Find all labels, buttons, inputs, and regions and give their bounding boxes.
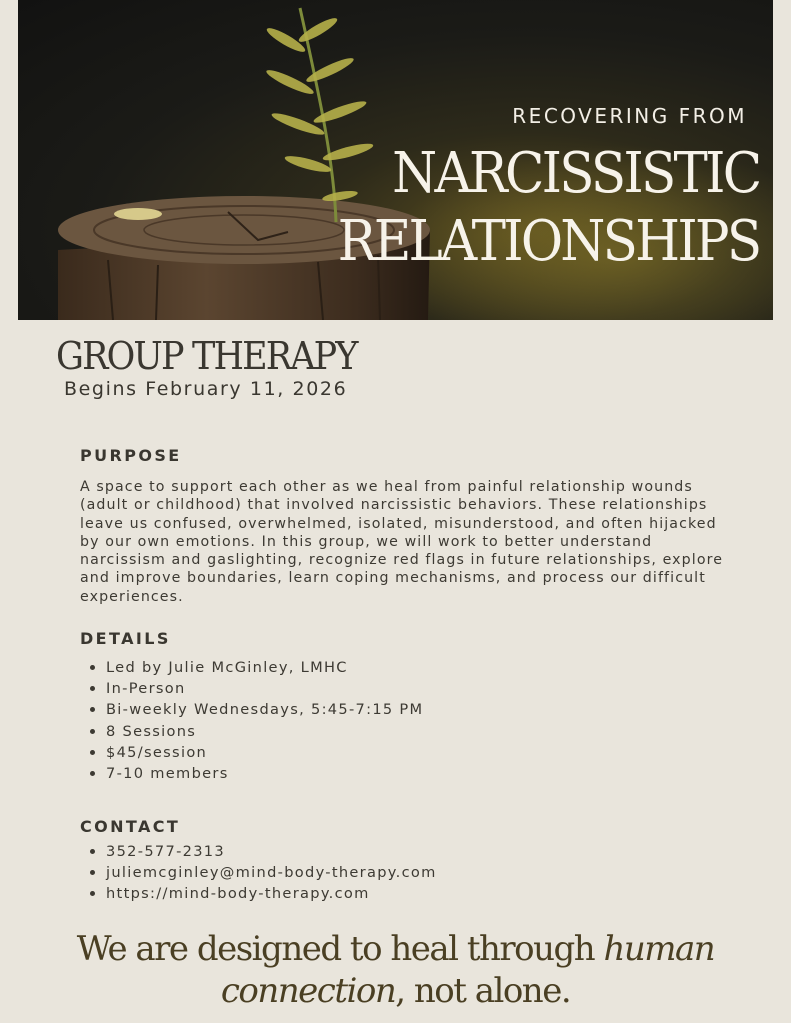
purpose-text: A space to support each other as we heal from painful relationship wounds (adult or childhood) that involved narcissistic behaviors. These relationships leave us confused, overwhelmed, isolated, misunderstood, and often hijacked by our own emotions. In this group, we will work to better understand narcissism and gaslighting, recognize red flags in future relationships, explore and improve boundaries, learn coping mechanisms, and process our difficult experiences. (80, 479, 724, 605)
quote-line1 (0, 928, 791, 970)
details-heading: DETAILS (80, 629, 171, 648)
hero-title-line1: NARCISSISTIC (391, 141, 759, 206)
details-list (90, 657, 423, 784)
contact-email[interactable]: juliemcginley@mind-body-therapy.com (90, 862, 437, 883)
hero-banner (18, 0, 773, 320)
hero-kicker: RECOVERING FROM (512, 104, 747, 128)
quote-part2: , not alone. (395, 971, 571, 1011)
hero-title-line2: RELATIONSHIPS (337, 209, 759, 274)
details-item-leader: Led by Julie McGinley, LMHC (90, 657, 423, 678)
quote-part1: We are designed to heal through (76, 929, 604, 969)
contact-list (90, 841, 437, 905)
contact-phone[interactable]: 352-577-2313 (90, 841, 437, 862)
quote-emphasis-human: human (603, 929, 715, 969)
start-date: Begins February 11, 2026 (64, 378, 348, 400)
quote-emphasis-connection: connection (220, 971, 396, 1011)
contact-website[interactable]: https://mind-body-therapy.com (90, 883, 437, 904)
purpose-heading: PURPOSE (80, 446, 182, 465)
details-item-schedule: Bi-weekly Wednesdays, 5:45-7:15 PM (90, 699, 423, 720)
details-item-members: 7-10 members (90, 763, 423, 784)
details-item-price: $45/session (90, 742, 423, 763)
quote-line2 (0, 970, 791, 1012)
contact-heading: CONTACT (80, 817, 181, 836)
group-therapy-title: GROUP THERAPY (56, 334, 357, 378)
details-item-sessions: 8 Sessions (90, 721, 423, 742)
details-item-format: In-Person (90, 678, 423, 699)
hero-title (301, 140, 759, 276)
closing-quote (0, 928, 791, 1012)
